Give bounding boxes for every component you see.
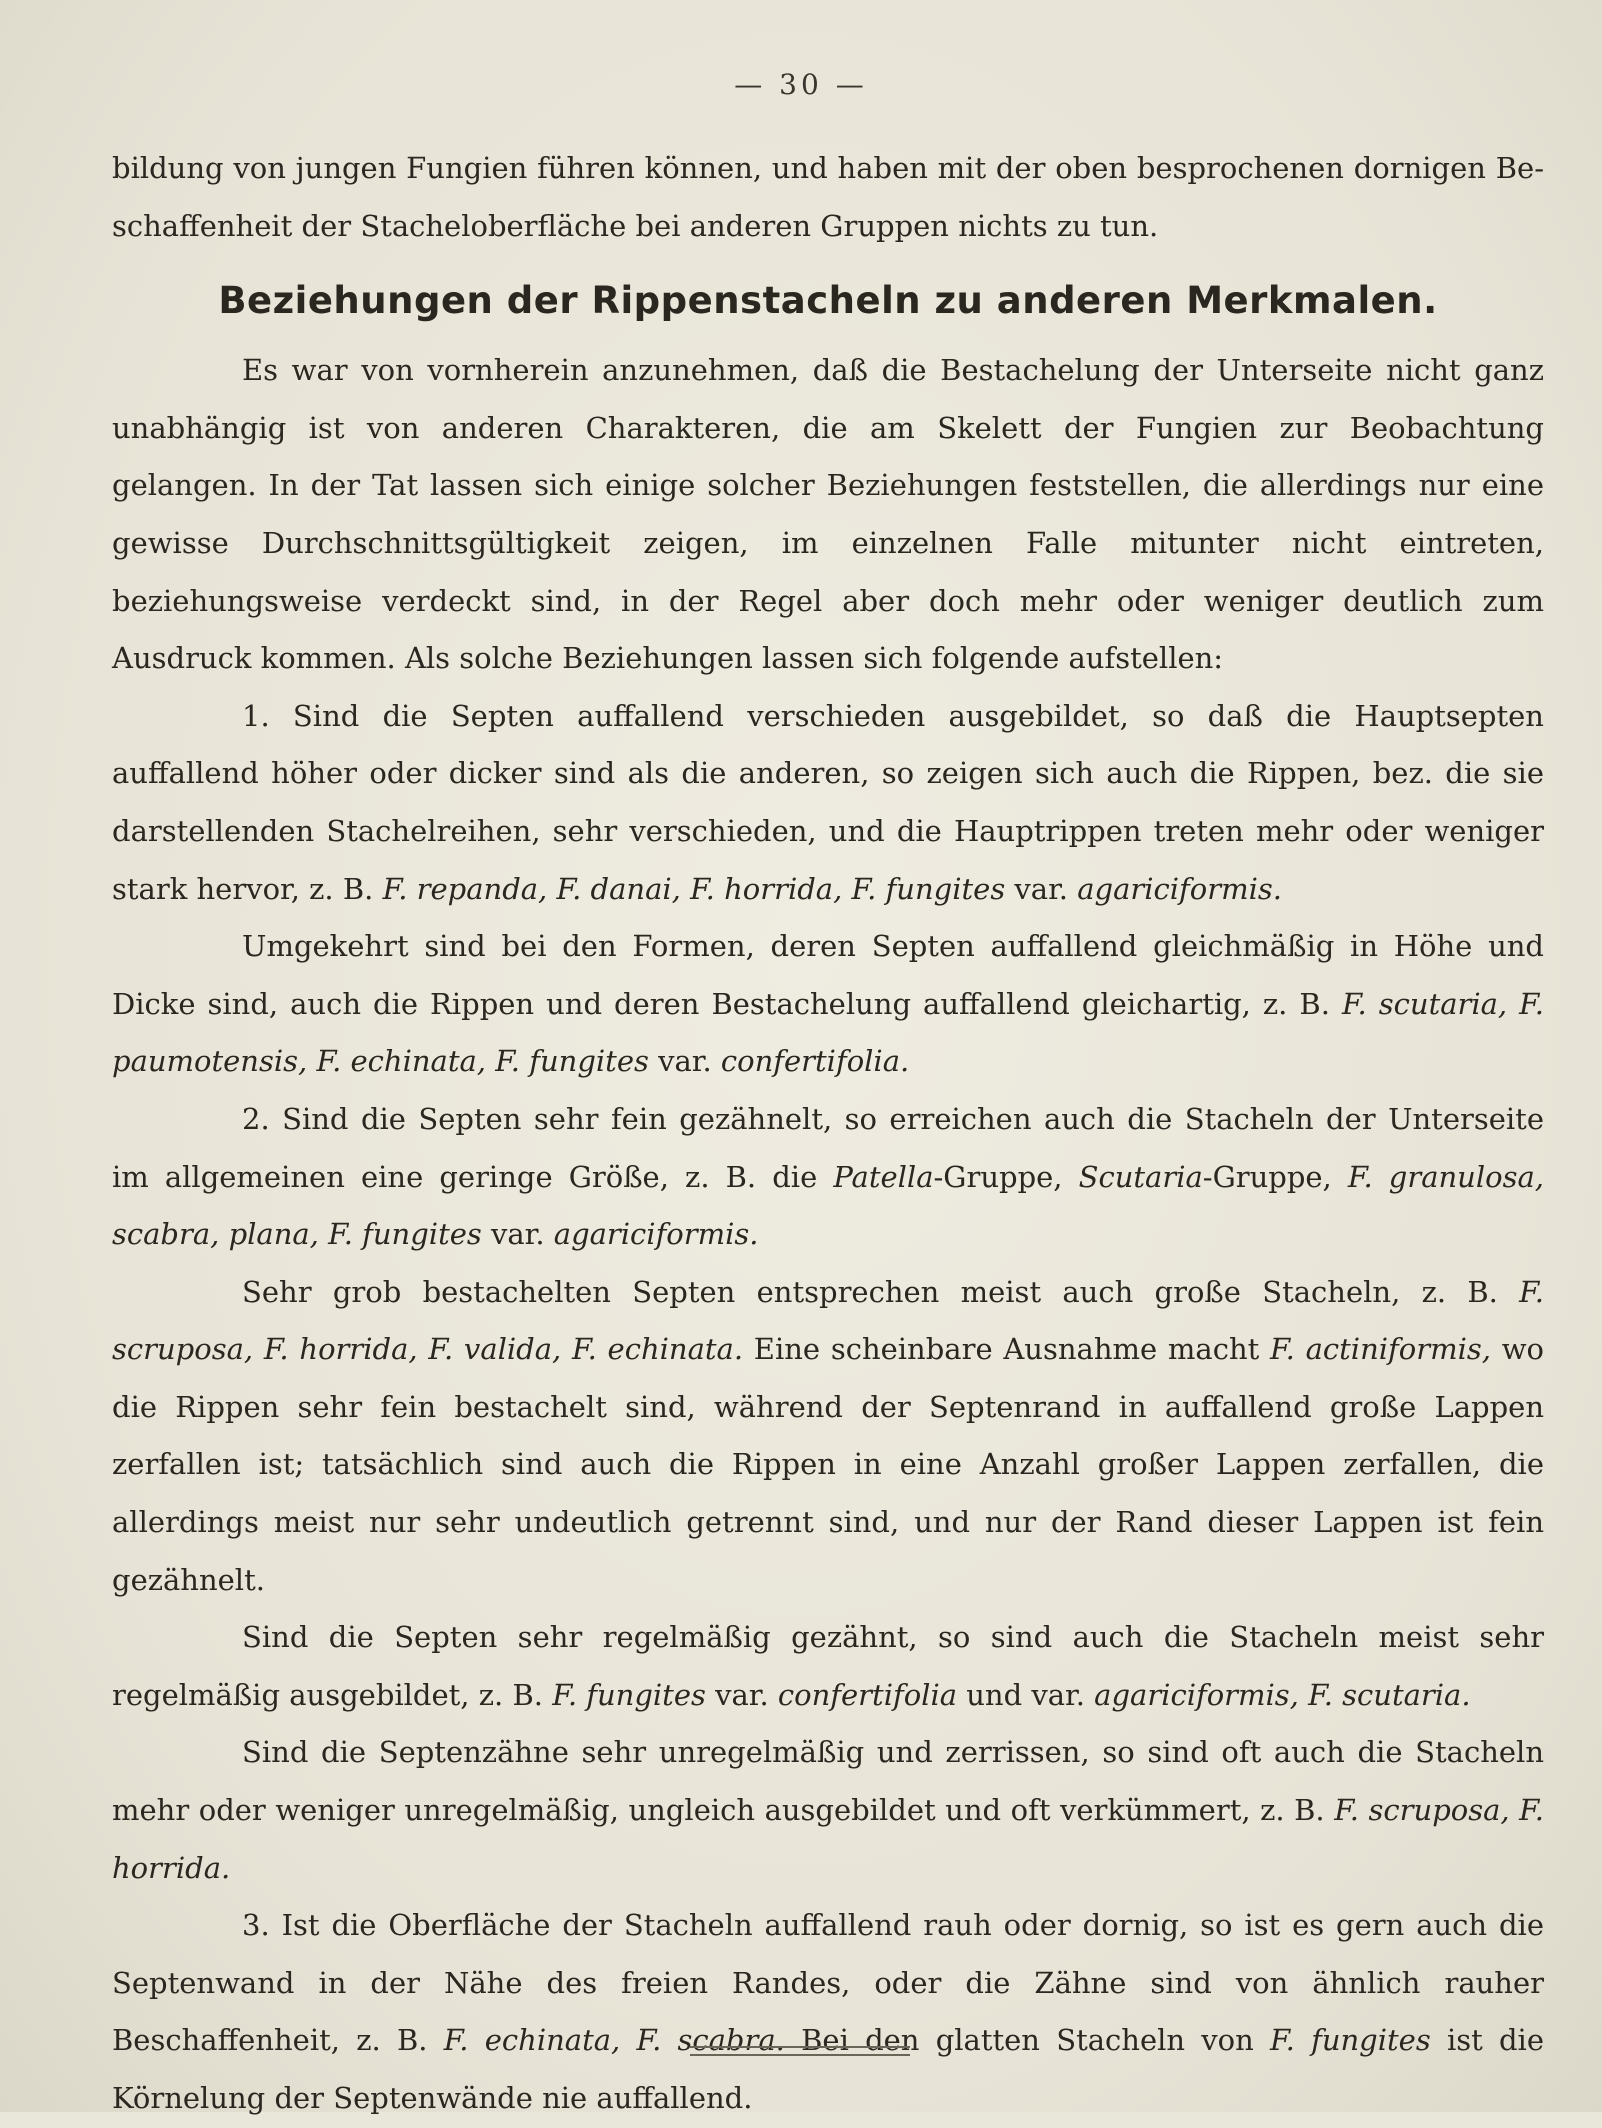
species-variety: agariciformis. — [1077, 871, 1282, 906]
text-run: var. — [1005, 871, 1078, 906]
text-run: var. — [648, 1044, 721, 1079]
species-list: agariciformis, F. scutaria. — [1094, 1677, 1471, 1712]
text-run: Eine scheinbare Ausnahme macht — [743, 1332, 1271, 1367]
paragraph-rule-1-converse — [112, 918, 1544, 1091]
paragraph-intro: Es war von vornherein anzunehmen, daß die Bestachelung der Unterseite nicht ganz unabhängig ist von anderen Charakteren, die am Skelett der Fungien zur Beobachtung gelangen. In der Tat lassen sich einige solcher Beziehungen feststellen, die allerdings nur eine gewisse Durchschnittsgültigkeit zeigen, im einzelnen Falle mitunter nicht eintreten, beziehungsweise verdeckt sind, in der Regel aber doch mehr oder weniger deutlich zum Ausdruck kommen. Als solche Beziehungen lassen sich folgende aufstellen: — [112, 353, 1544, 676]
species-list: F. repanda, F. danai, F. horrida, F. fungites — [382, 871, 1006, 906]
text-run: -Gruppe, — [933, 1159, 1079, 1194]
species-group: Scutaria — [1078, 1159, 1203, 1194]
species-list: F. scruposa, F. horrida. — [112, 1793, 1544, 1885]
text-run: 1. Sind die Septen auffallend verschieden ausgebildet, so daß die Hauptsepten auffallend höher oder dicker sind als die anderen, so zeigen sich auch die Rippen, bez. die sie darstellenden Stachelreihen, sehr verschieden, und die Hauptrippen treten mehr oder weniger stark hervor, z. B. — [112, 698, 1544, 906]
species-variety: agariciformis. — [553, 1217, 759, 1252]
text-run: Umgekehrt sind bei den Formen, deren Septen auffallend gleichmäßig in Höhe und Dicke sind, auch die Rippen und deren Bestachelung auffallend gleichartig, z. B. — [112, 929, 1544, 1021]
species-variety: confertifolia. — [720, 1044, 910, 1079]
paragraph-rule-1 — [112, 688, 1544, 918]
text-run: 2. Sind die Septen sehr fein gezähnelt, so erreichen auch die Stacheln der Unterseite im allgemeinen eine geringe Größe, z. B. die — [112, 1101, 1544, 1194]
text-run: Sind die Septenzähne sehr unregelmäßig und zerrissen, so sind oft auch die Stacheln mehr oder weniger unregelmäßig, ungleich ausgebildet und oft verkümmert, z. B. — [112, 1735, 1544, 1828]
intro-line-2: schaffenheit der Stacheloberfläche bei anderen Gruppen nichts zu tun. — [112, 208, 1159, 243]
text-run: Sind die Septen sehr regelmäßig gezähnt, so sind auch die Stacheln meist sehr regelmäßig ausgebildet, z. B. — [112, 1620, 1544, 1712]
species-list: F. echinata, F. scabra. — [443, 2023, 785, 2058]
species-name: F. actiniformis, — [1270, 1332, 1491, 1367]
end-rule — [690, 2046, 910, 2056]
page-number: — 30 — — [734, 68, 868, 101]
text-run: var. — [705, 1677, 778, 1712]
species-list: F. scruposa, F. horrida, F. valida, F. echinata. — [112, 1274, 1544, 1367]
text-run: Bei den glatten Stacheln von — [784, 2023, 1271, 2058]
species-name: F. fungites — [1270, 2023, 1431, 2058]
text-run: und var. — [957, 1677, 1095, 1712]
page-body — [112, 140, 1544, 2128]
text-run: var. — [481, 1217, 554, 1252]
paragraph-rule-3 — [112, 1897, 1544, 2127]
text-run: Sehr grob bestachelten Septen entsprechen meist auch große Stacheln, z. B. — [242, 1274, 1520, 1309]
paragraph-rule-2-coarse — [112, 1264, 1544, 1610]
text-run: wo die Rippen sehr fein bestachelt sind, während der Septenrand in auffallend große Lappen zerfallen ist; tatsächlich sind auch die Rippen in eine Anzahl großer Lappen zerfallen, die allerdings meist nur sehr undeutlich getrennt sind, und nur der Rand dieser Lappen ist fein gezähnelt. — [112, 1332, 1544, 1597]
text-run: 3. Ist die Oberfläche der Stacheln auffallend rauh oder dornig, so ist es gern auch die Septenwand in der Nähe des freien Randes, oder die Zähne sind von ähnlich rauher Beschaffenheit, z. B. — [112, 1908, 1544, 2058]
paragraph-regular-teeth — [112, 1609, 1544, 1724]
species-group: Patella — [833, 1159, 934, 1194]
intro-line-1: bildung von jungen Fungien führen können, und haben mit der oben besprochenen dornigen Be- — [112, 151, 1544, 185]
species-list: F. granulosa, scabra, plana, F. fungites — [112, 1159, 1544, 1252]
species-name: F. fungites — [552, 1677, 706, 1712]
section-heading: Beziehungen der Rippenstacheln zu anderen Merkmalen. — [218, 279, 1438, 323]
species-list: F. scutaria, F. paumotensis, F. echinata, F. fungites — [112, 986, 1544, 1079]
species-variety: confertifolia — [777, 1677, 958, 1712]
text-run: -Gruppe, — [1202, 1159, 1348, 1194]
paragraph-irregular-teeth — [112, 1724, 1544, 1897]
text-run: ist die Körnelung der Septenwände nie auffallend. — [112, 2023, 1544, 2115]
paragraph-rule-2 — [112, 1091, 1544, 1264]
